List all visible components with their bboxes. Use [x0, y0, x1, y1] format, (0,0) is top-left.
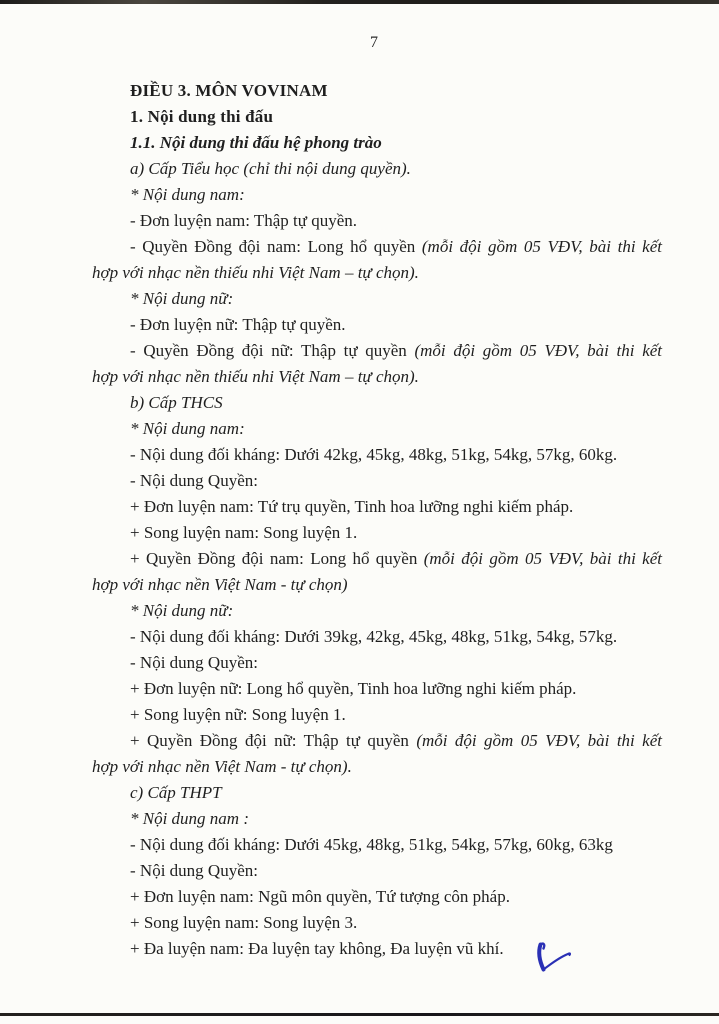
text-segment: - Quyền Đồng đội nữ: Thập tự quyền — [130, 341, 415, 360]
text-line — [92, 546, 662, 572]
text-line — [92, 780, 662, 806]
text-segment: + Quyền Đồng đội nam: Long hổ quyền — [130, 549, 424, 568]
text-line — [92, 858, 662, 884]
scan-edge-bottom — [0, 1013, 719, 1016]
text-line — [92, 494, 662, 520]
text-line — [92, 520, 662, 546]
text-line — [92, 676, 662, 702]
text-line — [92, 936, 662, 962]
text-segment: * Nội dung nam : — [130, 809, 249, 828]
text-segment: hợp với nhạc nền thiếu nhi Việt Nam – tự chọn). — [92, 263, 419, 282]
text-line — [92, 832, 662, 858]
text-line — [92, 156, 662, 182]
text-segment: - Đơn luyện nữ: Thập tự quyền. — [130, 315, 346, 334]
text-line — [92, 130, 662, 156]
page-number: 7 — [370, 34, 379, 51]
text-segment: - Nội dung đối kháng: Dưới 42kg, 45kg, 48kg, 51kg, 54kg, 57kg, 60kg. — [130, 445, 618, 464]
text-segment: + Đơn luyện nữ: Long hổ quyền, Tinh hoa lưỡng nghi kiếm pháp. — [130, 679, 577, 698]
text-segment: * Nội dung nữ: — [130, 601, 234, 620]
text-line — [92, 104, 662, 130]
text-segment: + Song luyện nam: Song luyện 1. — [130, 523, 358, 542]
text-segment: hợp với nhạc nền Việt Nam - tự chọn). — [92, 757, 352, 776]
handwritten-check-icon — [531, 941, 573, 981]
text-line — [92, 260, 662, 286]
scan-edge-top — [0, 0, 719, 4]
text-segment: + Song luyện nữ: Song luyện 1. — [130, 705, 346, 724]
text-segment: - Quyền Đồng đội nam: Long hổ quyền — [130, 237, 422, 256]
text-line — [92, 572, 662, 598]
text-segment: hợp với nhạc nền thiếu nhi Việt Nam – tự chọn). — [92, 367, 419, 386]
text-line — [92, 754, 662, 780]
text-line — [92, 312, 662, 338]
text-line — [92, 468, 662, 494]
text-segment: - Nội dung đối kháng: Dưới 45kg, 48kg, 51kg, 54kg, 57kg, 60kg, 63kg — [130, 835, 613, 854]
text-line — [92, 234, 662, 260]
text-line — [92, 910, 662, 936]
text-line — [92, 598, 662, 624]
text-line — [92, 728, 662, 754]
text-segment: - Nội dung đối kháng: Dưới 39kg, 42kg, 45kg, 48kg, 51kg, 54kg, 57kg. — [130, 627, 618, 646]
text-segment: (mỗi đội gồm 05 VĐV, bài thi kết — [421, 237, 662, 256]
text-line — [92, 286, 662, 312]
text-line — [92, 208, 662, 234]
text-line — [92, 338, 662, 364]
text-line — [92, 442, 662, 468]
text-line — [92, 416, 662, 442]
text-line — [92, 884, 662, 910]
text-segment: ĐIỀU 3. MÔN VOVINAM — [130, 81, 328, 100]
text-segment: + Song luyện nam: Song luyện 3. — [130, 913, 358, 932]
text-segment: c) Cấp THPT — [130, 783, 222, 802]
text-line — [92, 702, 662, 728]
text-segment: + Đơn luyện nam: Tứ trụ quyền, Tinh hoa lưỡng nghi kiếm pháp. — [130, 497, 574, 516]
text-segment: + Đa luyện nam: Đa luyện tay không, Đa luyện vũ khí. — [130, 939, 504, 958]
text-segment: 1. Nội dung thi đấu — [130, 107, 274, 126]
text-segment: * Nội dung nam: — [130, 419, 245, 438]
text-line — [92, 650, 662, 676]
text-line — [92, 390, 662, 416]
text-line — [92, 78, 662, 104]
check-stroke-tail — [544, 953, 571, 969]
text-line — [92, 182, 662, 208]
text-segment: + Đơn luyện nam: Ngũ môn quyền, Tứ tượng côn pháp. — [130, 887, 510, 906]
text-segment: hợp với nhạc nền Việt Nam - tự chọn) — [92, 575, 348, 594]
text-line — [92, 624, 662, 650]
text-line — [92, 806, 662, 832]
text-segment: * Nội dung nam: — [130, 185, 245, 204]
text-segment: * Nội dung nữ: — [130, 289, 234, 308]
text-segment: - Nội dung Quyền: — [130, 471, 258, 490]
text-line — [92, 364, 662, 390]
text-segment: - Nội dung Quyền: — [130, 861, 258, 880]
text-segment: - Đơn luyện nam: Thập tự quyền. — [130, 211, 358, 230]
text-segment: + Quyền Đồng đội nữ: Thập tự quyền — [130, 731, 417, 750]
text-segment: a) Cấp Tiểu học (chỉ thi nội dung quyền). — [130, 159, 411, 178]
document-body — [92, 78, 662, 962]
text-segment: (mỗi đội gồm 05 VĐV, bài thi kết — [416, 731, 662, 750]
text-segment: (mỗi đội gồm 05 VĐV, bài thi kết — [423, 549, 662, 568]
text-segment: 1.1. Nội dung thi đấu hệ phong trào — [130, 133, 382, 152]
text-segment: b) Cấp THCS — [130, 393, 223, 412]
text-segment: - Nội dung Quyền: — [130, 653, 258, 672]
text-segment: (mỗi đội gồm 05 VĐV, bài thi kết — [414, 341, 663, 360]
